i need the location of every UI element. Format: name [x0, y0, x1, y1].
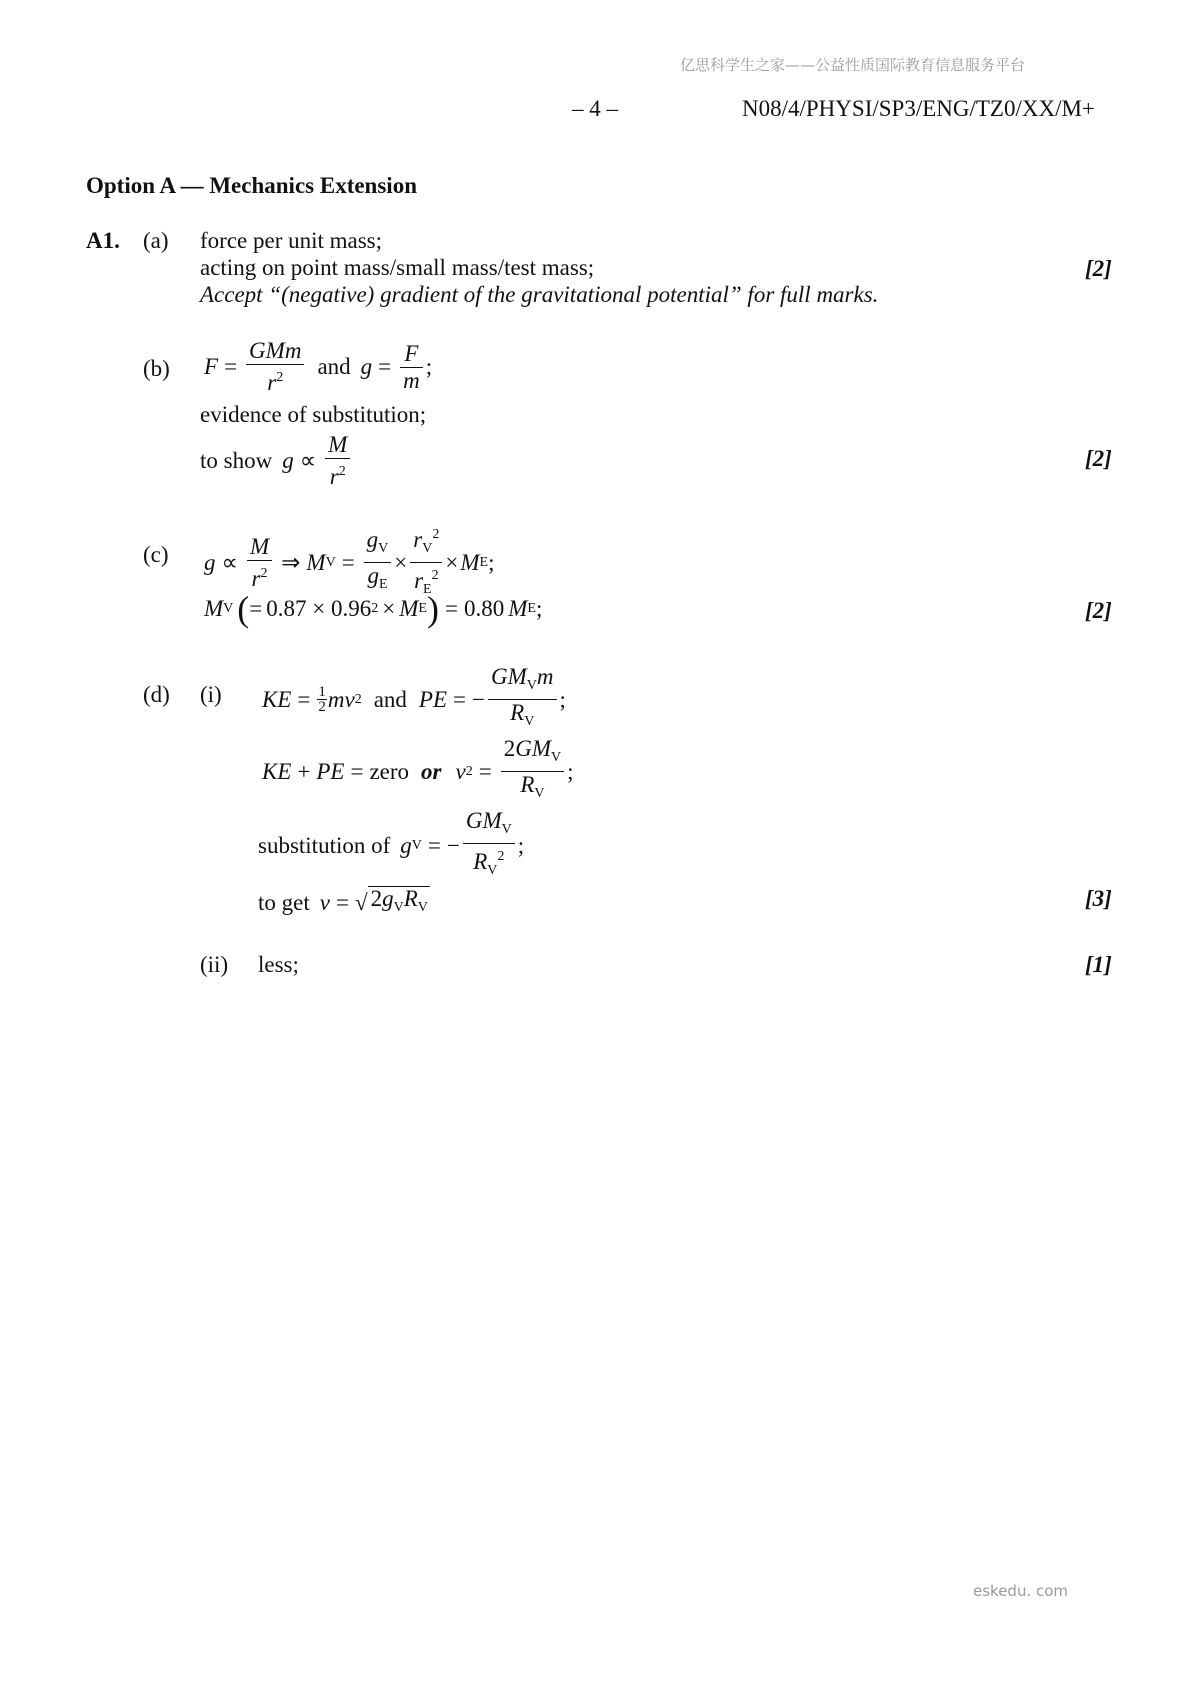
part-d-i-zero: zero: [369, 758, 410, 784]
part-a-marks: [2]: [1085, 256, 1112, 281]
bottom-watermark: eskedu. com: [973, 1582, 1069, 1600]
part-d-i-to-get: to get: [258, 890, 310, 915]
part-a-line2: acting on point mass/small mass/test mass;: [200, 255, 595, 280]
part-a-label: (a): [143, 228, 169, 253]
part-c-equation1: g ∝ $\frac{M}{r^2}$ ⇒ M V = $\frac{g_V}{g_E}$ × $\frac{r_V^2}{r_E^2}$ × M E ;: [204, 522, 494, 603]
part-a-note: Accept “(negative) gradient of the gravitational potential” for full marks.: [200, 282, 879, 307]
part-b-line2: evidence of substitution;: [200, 402, 427, 427]
part-d-ii-marks: [1]: [1085, 952, 1112, 977]
top-watermark: 亿思科学生之家——公益性质国际教育信息服务平台: [680, 56, 1026, 74]
question-number: A1.: [86, 228, 120, 253]
part-d-label: (d): [143, 682, 170, 707]
part-b-to-show-text: to show: [200, 448, 273, 473]
part-d-i-or: or: [421, 758, 442, 784]
part-b-to-show: to show g ∝ $\frac{M}{r^2}$: [200, 432, 353, 490]
part-a-line1: force per unit mass;: [200, 228, 383, 253]
part-d-i-and: and: [373, 686, 407, 712]
part-d-i-label: (i): [200, 682, 222, 707]
part-d-ii-label: (ii): [200, 952, 229, 977]
part-c-equation2: M V ( = 0.87 × 0.96 2 × M E ) = 0.80 M E ;: [204, 589, 543, 629]
part-b-and: and: [317, 354, 351, 379]
part-c-label: (c): [143, 542, 169, 567]
part-b-marks: [2]: [1085, 446, 1112, 471]
part-d-i-equation4: to get v = √ $2g_VR_V$: [258, 886, 430, 920]
section-title: Option A — Mechanics Extension: [86, 173, 417, 198]
part-d-ii-text: less;: [258, 952, 299, 977]
part-b-semicolon: ;: [425, 354, 433, 379]
exam-code: N08/4/PHYSI/SP3/ENG/TZ0/XX/M+: [742, 96, 1095, 121]
part-d-i-marks: [3]: [1085, 886, 1112, 911]
part-c-numbers: 0.87 × 0.96: [266, 596, 372, 621]
part-c-marks: [2]: [1085, 598, 1112, 623]
part-d-i-equation2: KE + PE = zero or v 2 = $\frac{2GM_V}{R_V}$ ;: [262, 736, 574, 801]
part-b-equation: F = $\frac{\text{GMm}}{r^2}$ and g = $\frac{F}{m}$ ;: [204, 338, 433, 395]
page-number: – 4 –: [572, 96, 618, 121]
part-d-i-equation3: substitution of g V = − $\frac{GM_V}{R_V^2}$ ;: [258, 808, 525, 878]
part-b-label: (b): [143, 356, 170, 381]
part-c-result: 0.80: [463, 596, 505, 621]
part-d-i-substitution-text: substitution of: [258, 833, 391, 858]
part-d-i-equation1: KE = $\frac{1}{2}$ mv 2 and PE = − $\frac{GM_Vm}{R_V}$ ;: [262, 664, 566, 729]
